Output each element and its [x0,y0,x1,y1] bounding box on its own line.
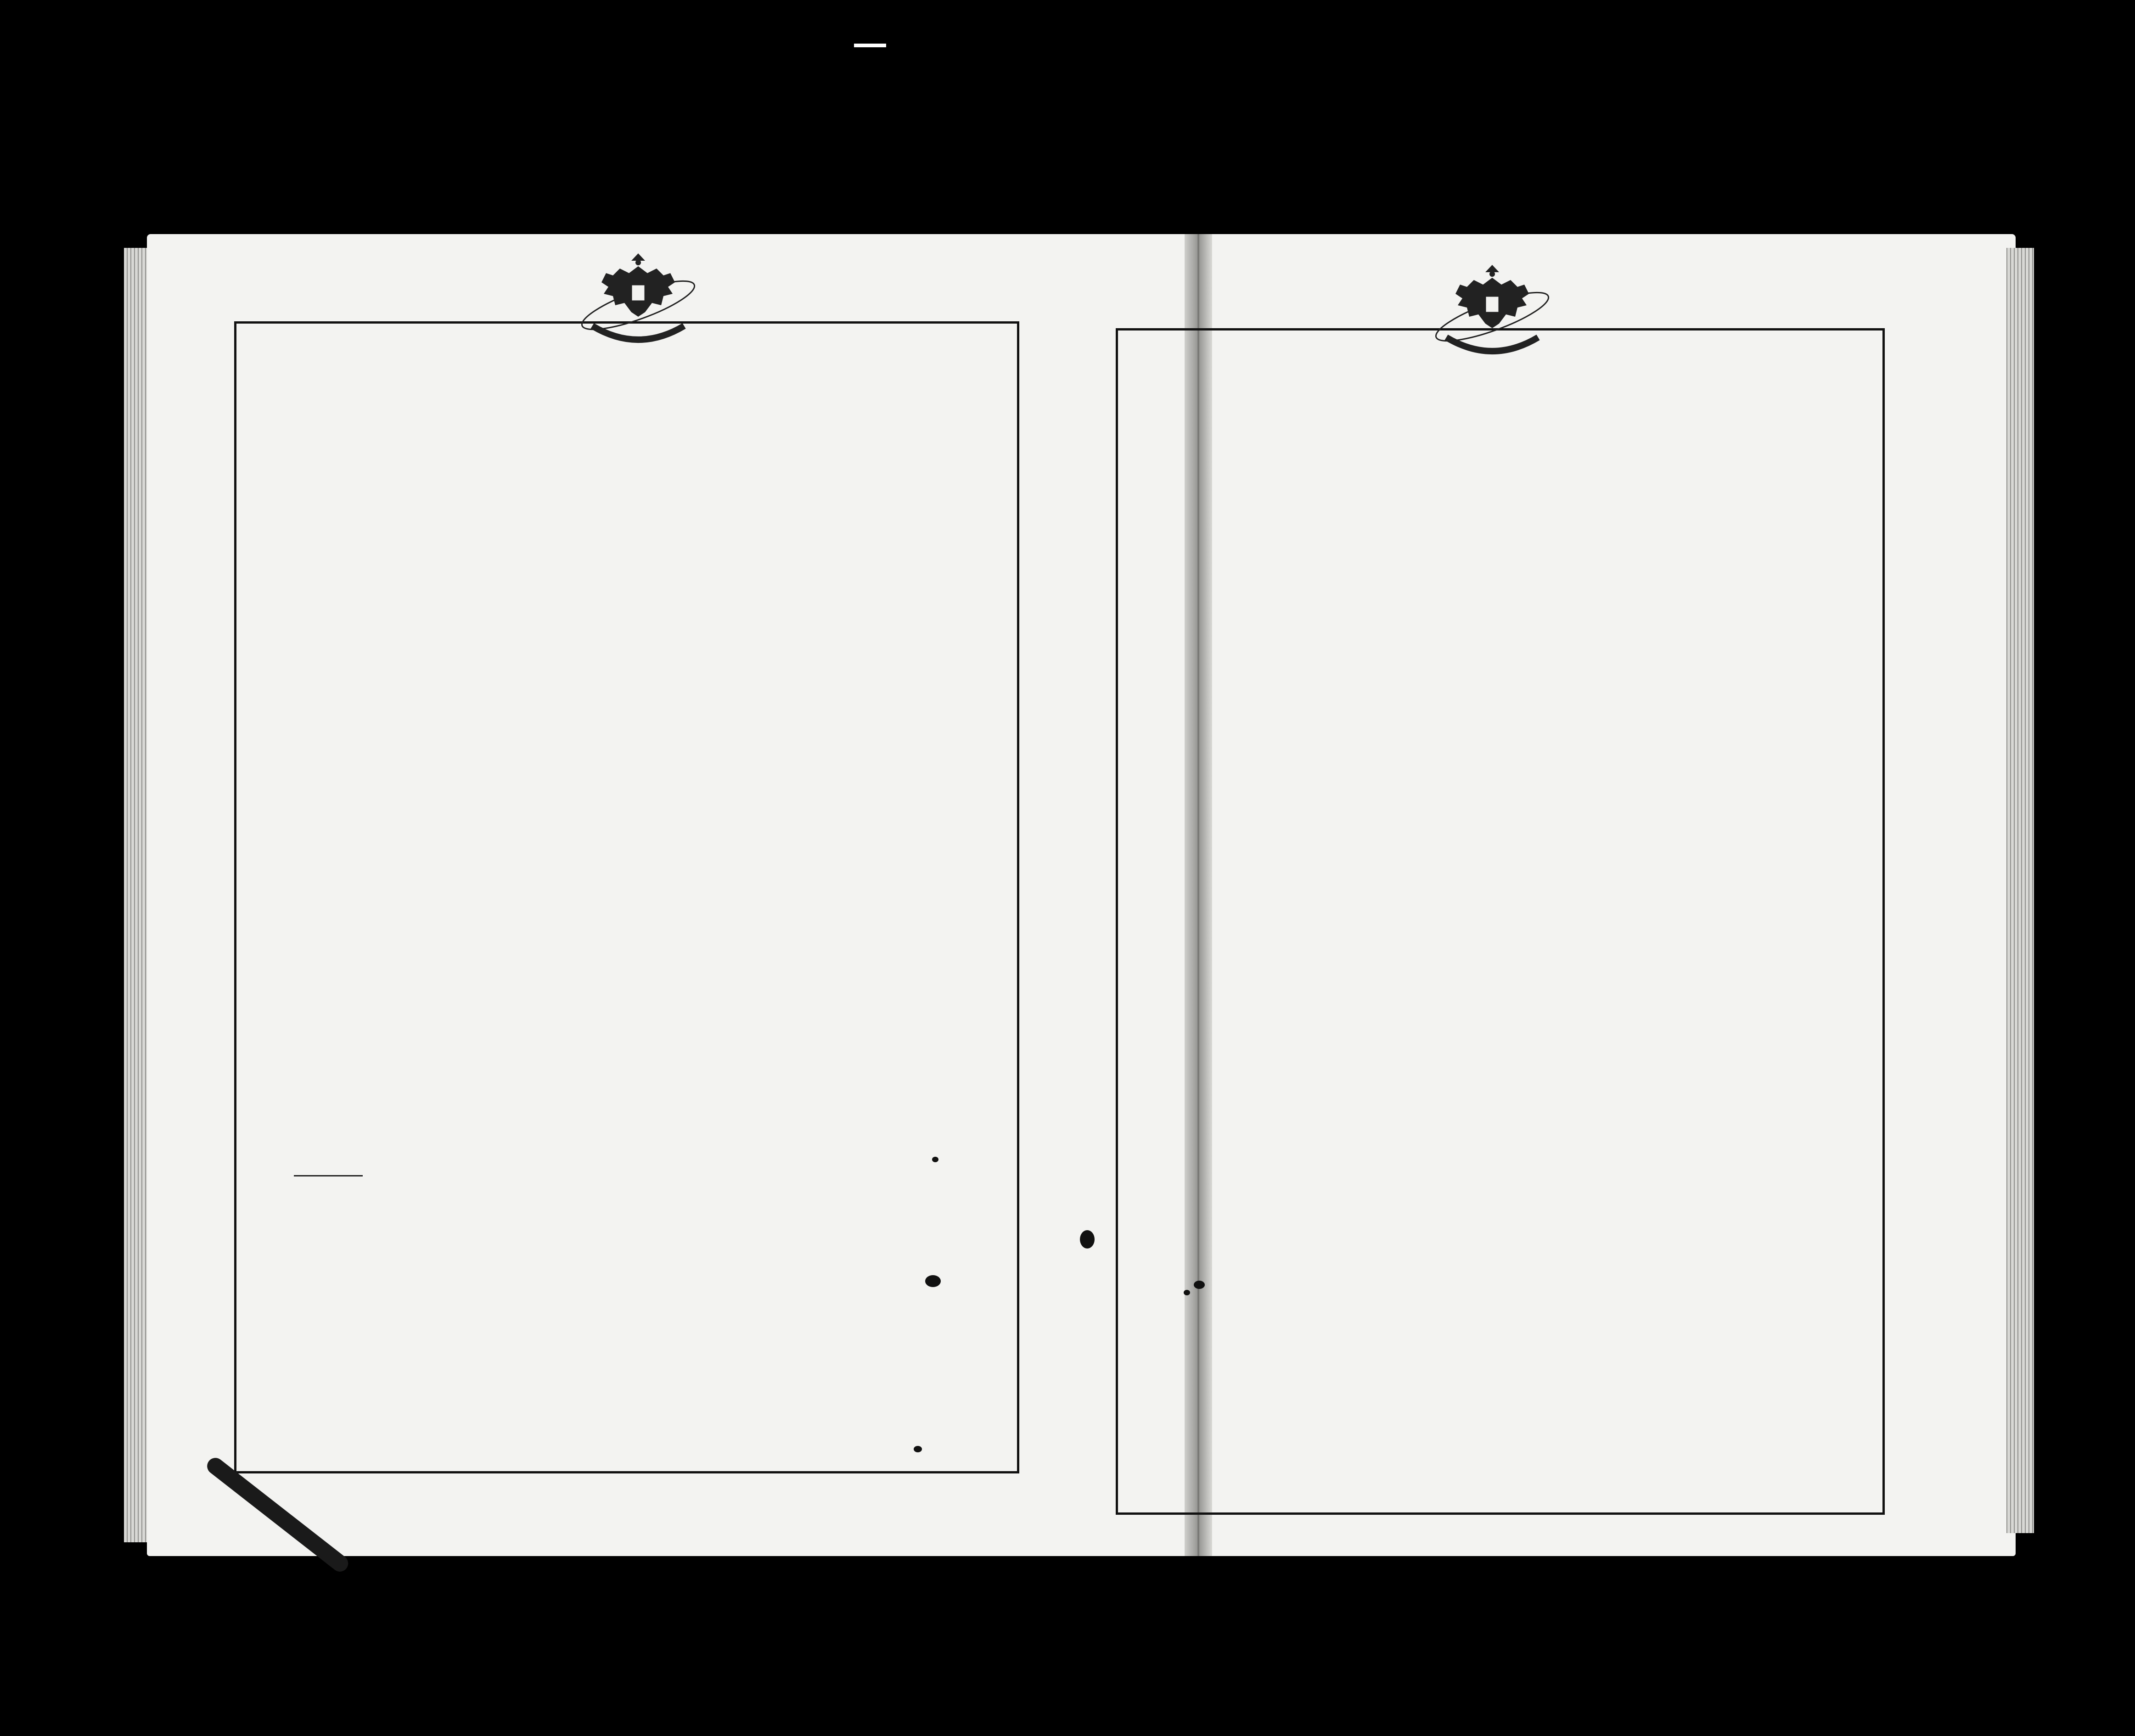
ink-blot [925,1275,941,1287]
ink-blot [1184,1290,1190,1295]
double-headed-eagle-emblem-right [1419,259,1566,374]
ink-blot [1080,1230,1095,1249]
ink-blot [1194,1281,1205,1289]
right-page-border [1116,328,1885,1515]
ink-blot [932,1157,938,1162]
ink-blot [914,1446,922,1452]
double-headed-eagle-emblem-left [565,248,712,363]
sureties-bride-leader-line [294,1175,363,1176]
film-frame-dash [854,44,886,47]
left-page-border [234,321,1019,1473]
book-page-edges-right [2006,248,2034,1533]
